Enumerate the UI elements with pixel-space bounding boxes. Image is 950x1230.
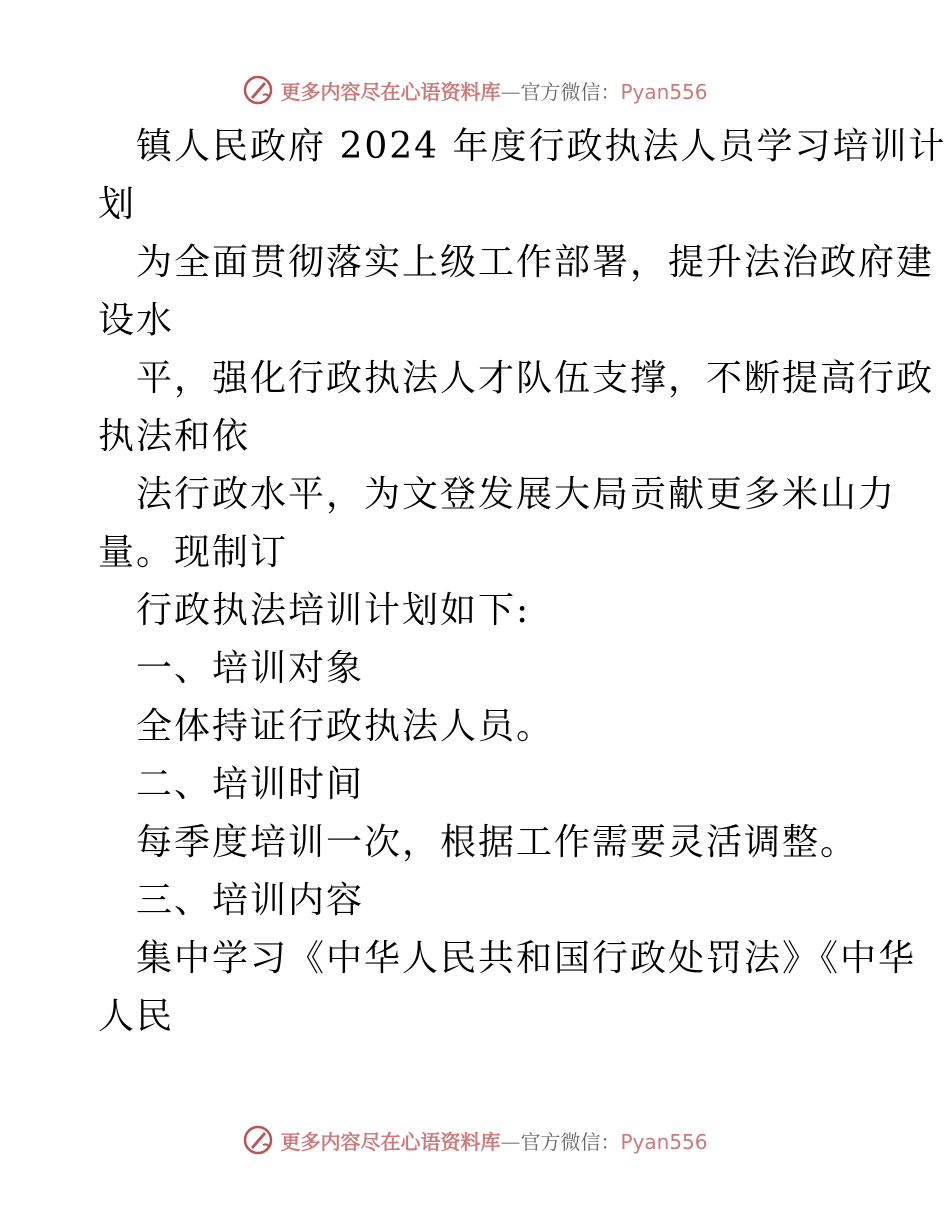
banner-main-text: 更多内容尽在心语资料库 bbox=[280, 79, 501, 104]
banner-text bbox=[280, 1126, 707, 1155]
header-banner bbox=[0, 70, 950, 110]
quill-logo-icon bbox=[242, 1124, 274, 1156]
section-heading-2: 二、培训时间 bbox=[136, 764, 365, 805]
footer-banner bbox=[0, 1120, 950, 1160]
banner-wechat-handle: Pyan556 bbox=[620, 1129, 708, 1154]
document-title-line-1: 镇人民政府 2024 年度行政执法人员学习培训计 bbox=[136, 126, 947, 167]
quill-logo-icon bbox=[242, 74, 274, 106]
banner-wechat-handle: Pyan556 bbox=[620, 79, 708, 104]
section-heading-3: 三、培训内容 bbox=[136, 880, 365, 921]
paragraph-line: 执法和依 bbox=[98, 416, 251, 457]
paragraph-line: 每季度培训一次，根据工作需要灵活调整。 bbox=[136, 822, 859, 863]
paragraph-line: 全体持证行政执法人员。 bbox=[136, 706, 555, 747]
document-body bbox=[0, 118, 950, 1046]
banner-main-text: 更多内容尽在心语资料库 bbox=[280, 1129, 501, 1154]
paragraph-line: 法行政水平，为文登发展大局贡献更多米山力 bbox=[136, 474, 897, 515]
paragraph-line: 行政执法培训计划如下: bbox=[136, 590, 531, 631]
section-heading-1: 一、培训对象 bbox=[136, 648, 365, 689]
paragraph-line: 设水 bbox=[98, 300, 175, 341]
document-title-line-2: 划 bbox=[98, 184, 137, 225]
banner-text bbox=[280, 76, 707, 105]
banner-wechat-label: 官方微信： bbox=[520, 79, 621, 104]
banner-wechat-label: 官方微信： bbox=[520, 1129, 621, 1154]
paragraph-line: 人民 bbox=[98, 996, 175, 1037]
paragraph-line: 为全面贯彻落实上级工作部署，提升法治政府建 bbox=[136, 242, 935, 283]
paragraph-line: 量。现制订 bbox=[98, 532, 289, 573]
banner-dash: — bbox=[500, 1129, 521, 1154]
paragraph-line: 集中学习《中华人民共和国行政处罚法》《中华 bbox=[136, 938, 917, 979]
banner-dash: — bbox=[500, 79, 521, 104]
paragraph-line: 平，强化行政执法人才队伍支撑，不断提高行政 bbox=[136, 358, 935, 399]
